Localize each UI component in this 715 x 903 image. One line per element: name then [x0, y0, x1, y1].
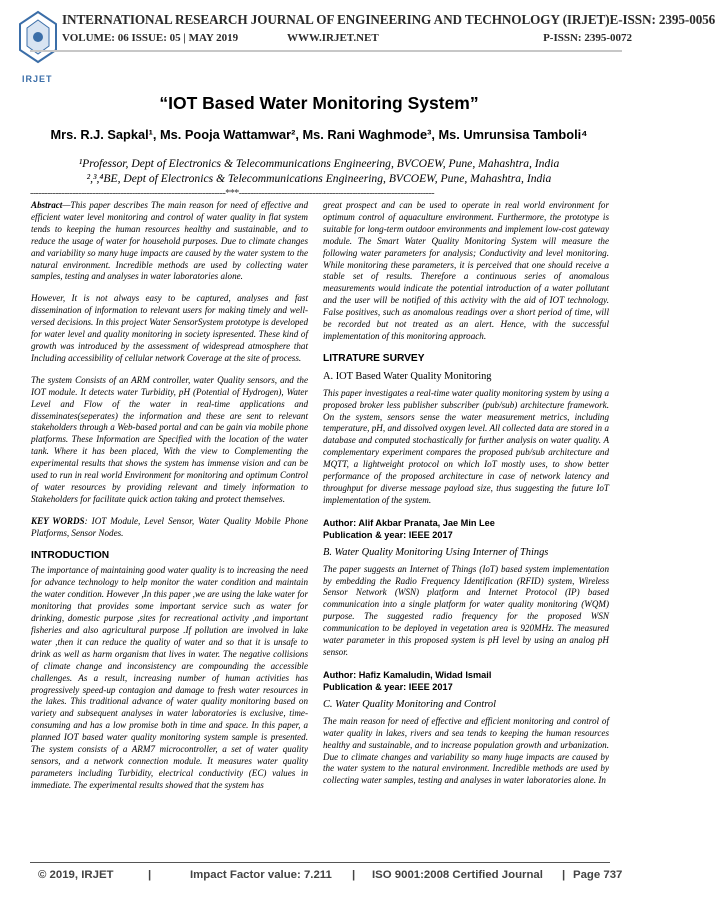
- keywords: [31, 516, 308, 540]
- irjet-logo-icon: [16, 10, 60, 72]
- footer-sep-3: |: [562, 869, 566, 881]
- journal-header: [0, 0, 715, 86]
- header-rule: [30, 50, 622, 52]
- abstract-para-3: The system Consists of an ARM controller, water Quality sensors, and the IOT module. It detects water Turbidity, pH (Potential of Hydrogen), Water Level and Flow of the water in real-time applications and disseminates(seperates) the information and these are sent to relevant stakeholders through a Web-based portal and can be gain via mobile phone platforms. These Information are Specified with the location of the water tank. Where it has been placed, With the view to Complementing the experimental results that shows the system has immense vision and can be used to run in real world Environment for monitoring and optimum Control of water resources by providing relevant and timely information to Stakeholders for facilitate quick action taking and protect themselves.: [31, 374, 308, 504]
- journal-name: INTERNATIONAL RESEARCH JOURNAL OF ENGINEERING AND TECHNOLOGY (IRJET): [62, 12, 610, 27]
- footer-impact-factor: Impact Factor value: 7.211: [190, 869, 332, 881]
- journal-volume: VOLUME: 06 ISSUE: 05 | MAY 2019: [62, 32, 239, 44]
- intro-heading: INTRODUCTION: [31, 549, 110, 561]
- right-column: [323, 200, 609, 797]
- subsection-a-author: Author: Alif Akbar Pranata, Jae Min Lee: [323, 517, 495, 528]
- keywords-label: KEY WORDS: [31, 515, 85, 526]
- abstract-label: Abstract: [31, 200, 63, 210]
- abstract-text: —This paper describes The main reason for need of effective and efficient water level monitoring and control of water quality in flat system tends to keeping the human resources healthy and sustainable, and to reduce the usage of water for household purposes. Due to climate changes and variability so many huge impacts are caused by the water system to the natural environment. Incredible methods are used by collecting water samples, testing and analyses in water laboratories alone.: [31, 200, 308, 282]
- subsection-b-text: The paper suggests an Internet of Things (IoT) based system implementation by embedding the Radio Frequency Identification (RFID) system, Wireless Sensor Network (WSN) platform and Internet Protocol (IP) based communication into a single platform for water quality monitoring (WQM) purpose. The suggested radio frequency for the proposed WSN communication to be deployed in vegetation area is 920MHz. The measured water parameter in this proposed system is pH level by using an analog pH sensor.: [323, 563, 609, 657]
- subsection-b-author: Author: Hafiz Kamaludin, Widad Ismail: [323, 669, 492, 680]
- separator-line: ---------------------------------------------------------------------***---------------------------------------------------------------------: [30, 188, 435, 199]
- paper-title: “IOT Based Water Monitoring System”: [159, 93, 479, 113]
- right-para-1: great prospect and can be used to operate in real world environment for optimum control of aquaculture environment. Furthermore, the prototype is suitable for long-term outdoor environments and implement low-cost gateway module. The Smart Water Quality Monitoring System will measure the following water parameters for analysis; Conductivity and level monitoring. While monitoring these parameters, it is perceived that one should receive a stable set of results. Therefore a continuous series of anomalous measurements would indicate the potential introduction of a water pollutant and the user will be notified of this activity with the aid of IOT technology. False positives, such as anomalous readings over a short period of time, will be recorded but not treated as an alert. Hence, with the successful implementation of this monitoring approach.: [323, 200, 609, 341]
- subsection-a-publication: Publication & year: IEEE 2017: [323, 529, 453, 540]
- logo-text: IRJET: [22, 74, 53, 84]
- affiliation-1: ¹Professor, Dept of Electronics & Telecommunications Engineering, BVCOEW, Pune, Mahashtra, India: [78, 157, 560, 170]
- journal-eissn: E-ISSN: 2395-0056: [609, 12, 715, 27]
- intro-text: The importance of maintaining good water quality is to increasing the need for advance technology to help monitor the water condition and maintain the water condition. However ,In this paper ,we are using the lake water for monitoring that provides some important service such as water for drinking, domestic purpose ,sites for recreational activity ,and important fisheries and also agricultural purpose .If pollution are involved in lake water ,then it can reduce the quality of water and so that it is unsafe to drink as well as harm organism that lives in water. The negative collisions of climate change and inconsistency are compounding the accessible challenges. As a result, increasing number of human activities has progressively speed-up contagion and damage to fresh water resources in the lakes. This traditional advance of water quality monitoring based on variety and subsequent analyses in water laboratories is exclusive, time- consuming and has a low promise both in time and space. In this paper, a planned IOT based water quality monitoring system sample is presented. The system consists of a ARM7 microcontroller, a set of water quality sensors, and a network connection module. It measures water quality parameters including Turbidity, electrical conductivity (EC) values in immediate. The experimental results showed that the system has: [31, 565, 308, 790]
- subsection-a-heading: A. IOT Based Water Quality Monitoring: [323, 370, 492, 382]
- footer-page-number: Page 737: [573, 869, 623, 881]
- irjet-logo: [16, 10, 60, 84]
- footer-rule: [30, 862, 610, 863]
- footer-sep-2: |: [352, 869, 356, 881]
- subsection-b-heading: B. Water Quality Monitoring Using Interner of Things: [323, 546, 549, 558]
- survey-heading: LITRATURE SURVEY: [323, 352, 425, 364]
- left-column: [31, 200, 308, 802]
- affiliation-2: ²,³,⁴BE, Dept of Electronics & Telecommunications Engineering, BVCOEW, Pune, Mahashtra, India: [86, 172, 552, 185]
- journal-website-link[interactable]: WWW.IRJET.NET: [287, 32, 379, 44]
- subsection-b-publication: Publication & year: IEEE 2017: [323, 681, 453, 692]
- abstract: [31, 200, 308, 283]
- footer-copyright: © 2019, IRJET: [38, 869, 114, 881]
- journal-name-line: [62, 12, 715, 28]
- subsection-c-heading: C. Water Quality Monitoring and Control: [323, 698, 496, 710]
- footer-sep-1: |: [148, 869, 152, 881]
- subsection-c-text: The main reason for need of effective and efficient monitoring and control of water quality in lakes, rivers and sea tends to keeping the human resources healthy and sustainable, and to increase population growth and urbanization. Due to climate changes and variability so many huge impacts are caused by the water system to the natural environment. Incredible methods are used by collecting water samples, testing and analyses in water laboratories alone. In: [323, 715, 609, 786]
- footer-iso: ISO 9001:2008 Certified Journal: [372, 869, 543, 881]
- journal-pissn: P-ISSN: 2395-0072: [543, 32, 632, 44]
- keywords-text: : IOT Module, Level Sensor, Water Quality Mobile Phone Platforms, Sensor Nodes.: [31, 515, 308, 538]
- journal-volume-line: [62, 32, 632, 44]
- abstract-para-2: However, It is not always easy to be captured, analyses and fast dissemination of information to relevant users for making timely and well-versed decisions. In this project Water SensorSystem prototype is developed for water level and quality monitoring in society ispresented. These kind of growth was introduced by the assessment of widespread atmosphere that Including accessibility of cellular network Coverage at the site of process.: [31, 293, 308, 363]
- paper-authors: Mrs. R.J. Sapkal¹, Ms. Pooja Wattamwar², Ms. Rani Waghmode³, Ms. Umrunsisa Tamboli⁴: [50, 127, 588, 142]
- subsection-a-text: This paper investigates a real-time water quality monitoring system by using a proposed broker less publisher subscriber (pub/sub) architecture framework. On the system, sensors sense the water measurement metrics, including temperature, pH, and dissolved oxygen level. All collected data are stored in a database and computed stochastically for further analysis on water quality. A complementary experiment compares the proposed pub/sub architecture and MQTT, a lightweight protocol on which IoT mostly uses, to show better performance of the proposed architecture in case of network latency and throughput for diverse message payload size, thus suggesting the future IoT implementation of the system.: [323, 387, 609, 505]
